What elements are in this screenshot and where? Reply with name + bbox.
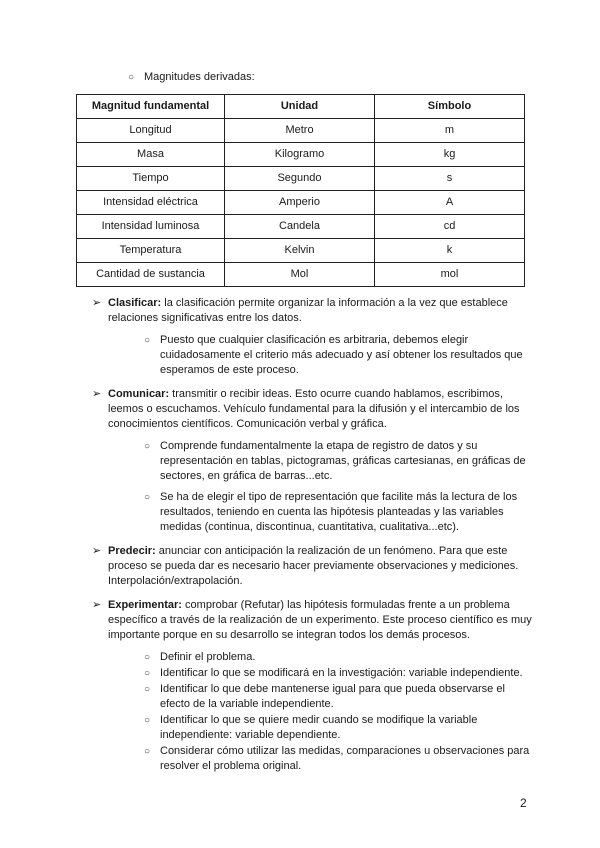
header-magnitude: Magnitud fundamental <box>77 95 225 119</box>
sub-list <box>108 439 532 535</box>
table-cell: Metro <box>225 119 375 143</box>
table-cell: s <box>375 167 525 191</box>
definition-text: comprobar (Refutar) las hipótesis formuladas frente a un problema específico a través de la realización de un experimento. Este proceso científico es muy importante porque en su desarrollo se integran todos los demás procesos. <box>108 599 532 641</box>
circle-bullet-icon: ○ <box>144 492 151 503</box>
sub-list <box>108 650 532 774</box>
table-cell: Intensidad luminosa <box>77 215 225 239</box>
sub-item-text: Considerar cómo utilizar las medidas, comparaciones u observaciones para resolver el problema original. <box>160 745 530 772</box>
definition-text: la clasificación permite organizar la información a la vez que establece relaciones significativas entre los datos. <box>108 297 508 324</box>
table-row <box>77 263 525 287</box>
term-predecir: Predecir: <box>108 545 156 557</box>
table-row <box>77 239 525 263</box>
sub-item-text: Identificar lo que se quiere medir cuando se modifique la variable independiente: variable dependiente. <box>160 714 478 741</box>
list-item <box>144 682 532 712</box>
table-row <box>77 215 525 239</box>
list-item <box>144 333 532 378</box>
table-cell: Longitud <box>77 119 225 143</box>
table-cell: Cantidad de sustancia <box>77 263 225 287</box>
sub-item-text: Definir el problema. <box>160 651 256 663</box>
table-cell: Mol <box>225 263 375 287</box>
sub-item-text: Identificar lo que debe mantenerse igual para que pueda observarse el efecto de la variable independiente. <box>160 683 505 710</box>
table-cell: Kelvin <box>225 239 375 263</box>
definition-text: transmitir o recibir ideas. Esto ocurre cuando hablamos, escribimos, leemos o escuchamos. Vehículo fundamental para la difusión y el intercambio de los conocimientos científicos. Comunicación verbal y gráfica. <box>108 388 520 430</box>
list-item <box>144 650 532 665</box>
circle-bullet-icon: ○ <box>128 72 135 83</box>
term-clasificar: Clasificar: <box>108 297 162 309</box>
table-cell: kg <box>375 143 525 167</box>
sub-item-text: Puesto que cualquier clasificación es arbitraria, debemos elegir cuidadosamente el criterio más adecuado y así obtener los resultados que esperamos de este proceso. <box>160 334 523 376</box>
arrow-bullet-icon: ➢ <box>92 545 102 557</box>
header-unit: Unidad <box>225 95 375 119</box>
arrow-bullet-icon: ➢ <box>92 297 102 309</box>
sub-item-text: Identificar lo que se modificará en la investigación: variable independiente. <box>160 667 523 679</box>
table-cell: Masa <box>77 143 225 167</box>
list-item <box>92 544 532 589</box>
list-item <box>144 713 532 743</box>
table-row <box>77 167 525 191</box>
circle-bullet-icon: ○ <box>144 668 151 679</box>
derived-magnitudes-heading <box>128 70 255 85</box>
table-row <box>77 119 525 143</box>
sub-list <box>108 333 532 378</box>
list-item <box>92 296 532 378</box>
table-cell: Temperatura <box>77 239 225 263</box>
list-item <box>92 598 532 774</box>
table-row <box>77 143 525 167</box>
arrow-bullet-icon: ➢ <box>92 388 102 400</box>
definition-text: anunciar con anticipación la realización de un fenómeno. Para que este proceso se pueda dar es necesario hacer previamente observaciones y mediciones. Interpolación/extrapolación. <box>108 545 519 587</box>
table-cell: cd <box>375 215 525 239</box>
list-item <box>144 744 532 774</box>
circle-bullet-icon: ○ <box>144 746 151 757</box>
circle-bullet-icon: ○ <box>144 441 151 452</box>
list-item <box>144 490 532 535</box>
list-item <box>92 387 532 535</box>
table-cell: Amperio <box>225 191 375 215</box>
subheading-text: Magnitudes derivadas: <box>144 71 255 83</box>
table-cell: Segundo <box>225 167 375 191</box>
circle-bullet-icon: ○ <box>144 652 151 663</box>
table-cell: k <box>375 239 525 263</box>
sub-item-text: Comprende fundamentalmente la etapa de registro de datos y su representación en tablas, pictogramas, gráficas cartesianas, en gráficas de sectores, en gráfica de barras...etc. <box>160 440 526 482</box>
page-number: 2 <box>520 796 527 810</box>
term-experimentar: Experimentar: <box>108 599 182 611</box>
sub-item-text: Se ha de elegir el tipo de representación que facilite más la lectura de los resultados, teniendo en cuenta las hipótesis planteadas y las variables medidas (continua, discontinua, cuantitativa, cualitativa...etc). <box>160 491 518 533</box>
term-comunicar: Comunicar: <box>108 388 170 400</box>
table-header-row <box>77 95 525 119</box>
table-row <box>77 191 525 215</box>
units-table <box>76 94 525 287</box>
circle-bullet-icon: ○ <box>144 335 151 346</box>
arrow-bullet-icon: ➢ <box>92 599 102 611</box>
circle-bullet-icon: ○ <box>144 715 151 726</box>
list-item <box>144 439 532 484</box>
table-cell: m <box>375 119 525 143</box>
circle-bullet-icon: ○ <box>144 684 151 695</box>
table-cell: Intensidad eléctrica <box>77 191 225 215</box>
table-cell: Kilogramo <box>225 143 375 167</box>
table-cell: Candela <box>225 215 375 239</box>
process-list <box>92 296 532 783</box>
table-cell: A <box>375 191 525 215</box>
list-item <box>144 666 532 681</box>
table-cell: Tiempo <box>77 167 225 191</box>
table-cell: mol <box>375 263 525 287</box>
header-symbol: Símbolo <box>375 95 525 119</box>
